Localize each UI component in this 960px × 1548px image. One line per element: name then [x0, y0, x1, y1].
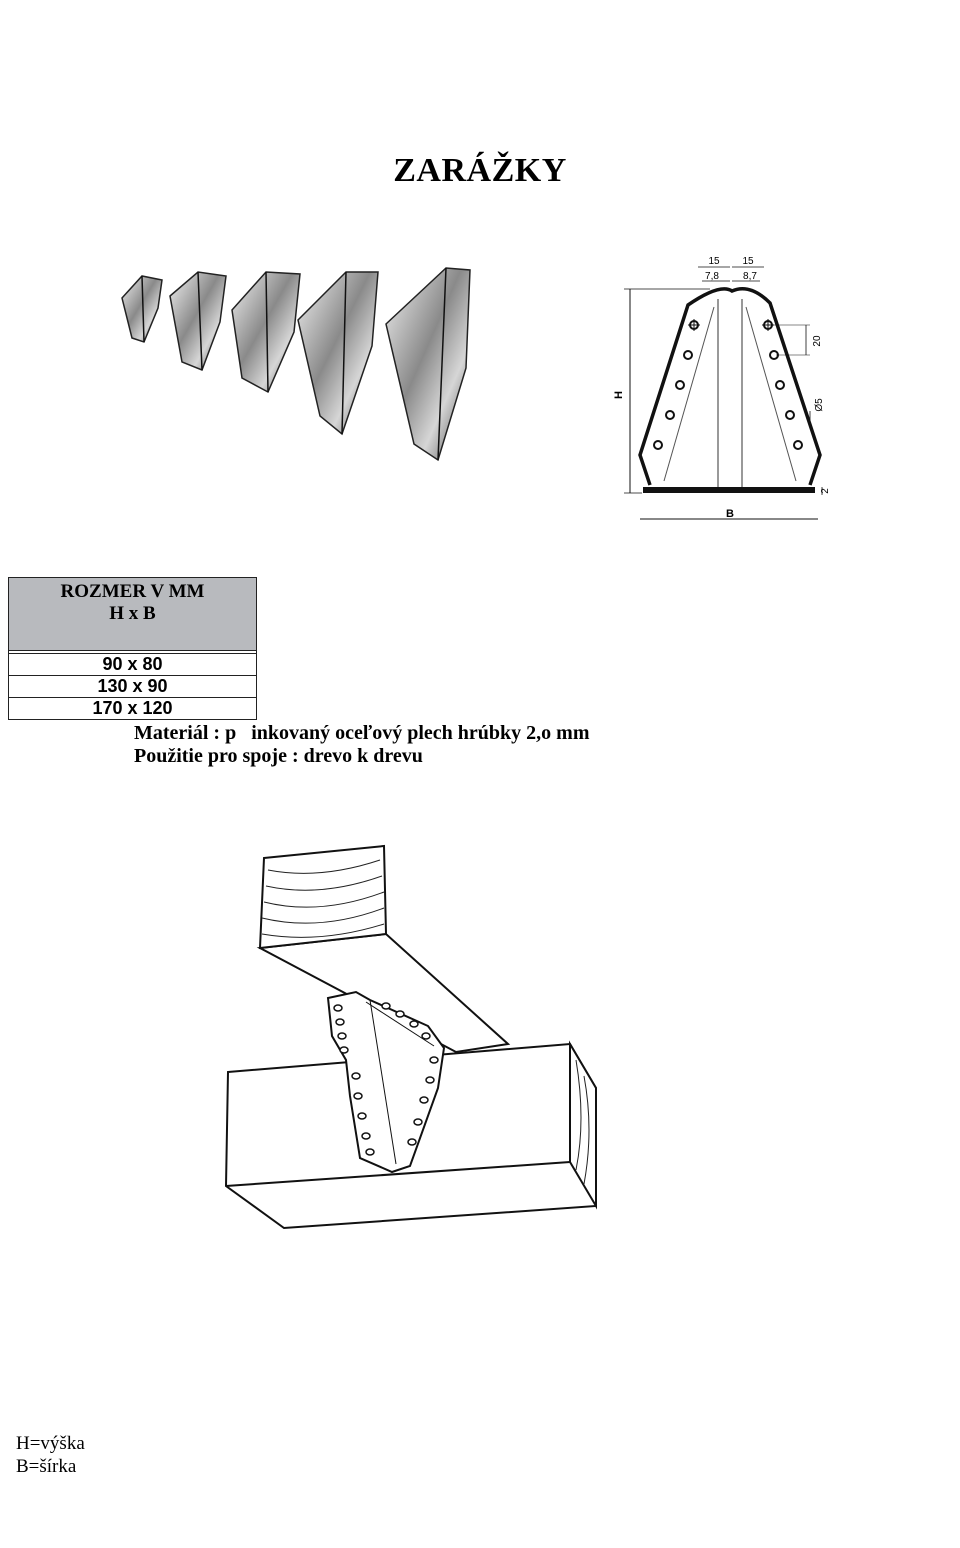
dim-hole: Ø5: [814, 398, 825, 412]
technical-drawing: [610, 245, 850, 535]
diagonal-beam-end: [260, 846, 386, 948]
legend-b: B=šírka: [16, 1456, 77, 1477]
dim-15-right: 15: [742, 256, 754, 267]
table-header-line1: ROZMER V MM: [60, 581, 205, 602]
table-row: 130 x 90: [9, 676, 257, 698]
table-row: 170 x 120: [9, 698, 257, 720]
table-header-line2: H x B: [109, 603, 156, 624]
table-row: 90 x 80: [9, 654, 257, 676]
dim-7-8: 7,8: [705, 271, 719, 282]
table-header: [9, 578, 257, 651]
dim-20: 20: [812, 335, 823, 347]
wood-joint-illustration: [220, 840, 610, 1240]
size-table: [8, 577, 257, 720]
brackets-photo: [110, 258, 480, 468]
page-title: ZARÁŽKY: [393, 152, 567, 189]
legend-h: H=výška: [16, 1433, 85, 1454]
bracket-outline: [640, 289, 820, 485]
bracket-photo-4: [298, 272, 378, 434]
bracket-photo-5: [386, 268, 470, 460]
dim-thickness: 2: [820, 488, 831, 494]
base-plate: [643, 487, 815, 493]
dim-h-label: H: [613, 391, 625, 399]
dim-15-left: 15: [708, 256, 720, 267]
dim-b-label: B: [726, 508, 734, 520]
bracket-photo-2: [170, 272, 226, 370]
usage-line: Použitie pro spoje : drevo k drevu: [134, 745, 423, 767]
material-line: Materiál : p inkovaný oceľový plech hrúbky 2,o mm: [134, 722, 590, 744]
bracket-photo-3: [232, 272, 300, 392]
dim-8-7: 8,7: [743, 271, 757, 282]
bracket-photo-1: [122, 276, 162, 342]
